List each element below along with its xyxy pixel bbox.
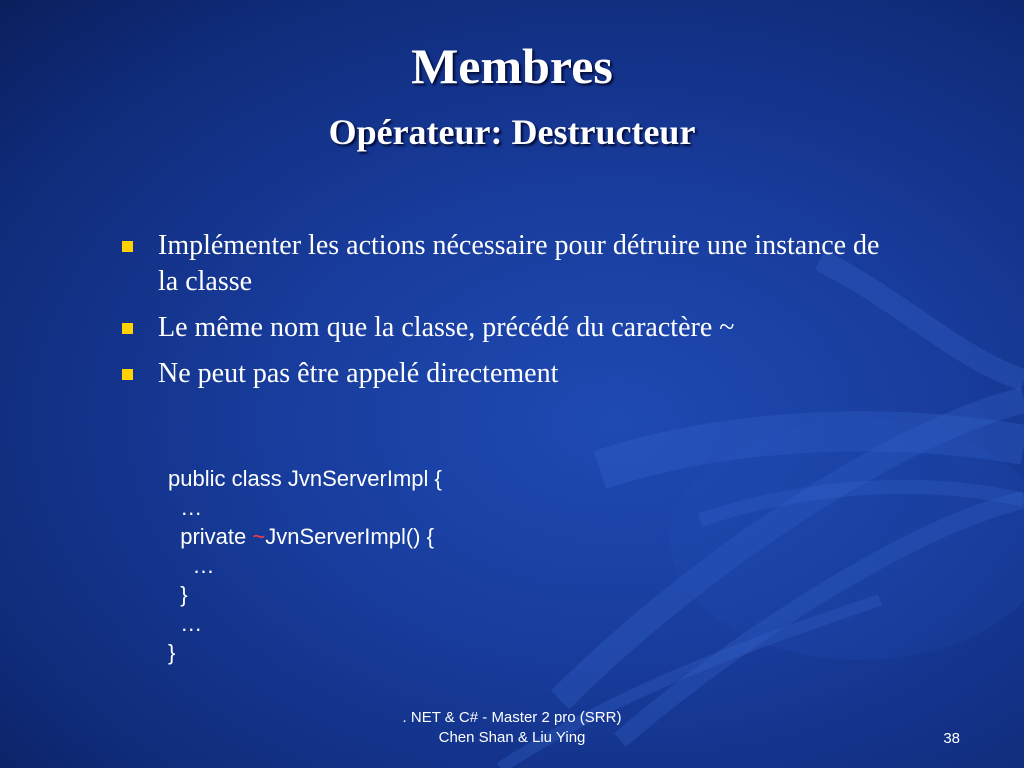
bullet-item: [118, 310, 898, 346]
bullet-list: [118, 228, 898, 402]
slide-title: Membres: [411, 38, 613, 94]
code-sample: [168, 464, 442, 667]
bullet-text: Le même nom que la classe, précédé du caractère ~: [158, 312, 735, 343]
page-number: 38: [943, 730, 960, 747]
code-line: [168, 522, 442, 551]
square-bullet-icon: [122, 241, 133, 252]
bullet-item: [118, 228, 898, 300]
footer-authors: Chen Shan & Liu Ying: [438, 729, 586, 746]
bullet-text: Ne peut pas être appelé directement: [158, 358, 559, 389]
square-bullet-icon: [122, 323, 133, 334]
footer-course: . NET & C# - Master 2 pro (SRR): [402, 709, 622, 726]
code-line: [168, 493, 442, 522]
code-line: [168, 580, 442, 609]
code-line: [168, 551, 442, 580]
code-tilde: ~: [252, 524, 266, 549]
bullet-text: Implémenter les actions nécessaire pour détruire une instance de la classe: [158, 230, 880, 297]
bullet-item: [118, 356, 898, 392]
code-ellipsis: …: [180, 495, 203, 520]
code-destructor-name: JvnServerImpl() {: [265, 524, 434, 549]
code-line: [168, 609, 442, 638]
code-ellipsis: …: [192, 553, 215, 578]
square-bullet-icon: [122, 369, 133, 380]
slide-subtitle: Opérateur: Destructeur: [328, 112, 696, 152]
slide-footer: [312, 708, 712, 748]
code-keyword: private: [180, 524, 253, 549]
code-line: public class JvnServerImpl {: [168, 466, 442, 491]
code-ellipsis: …: [180, 611, 203, 636]
code-line: }: [168, 640, 176, 665]
code-brace: }: [180, 582, 188, 607]
